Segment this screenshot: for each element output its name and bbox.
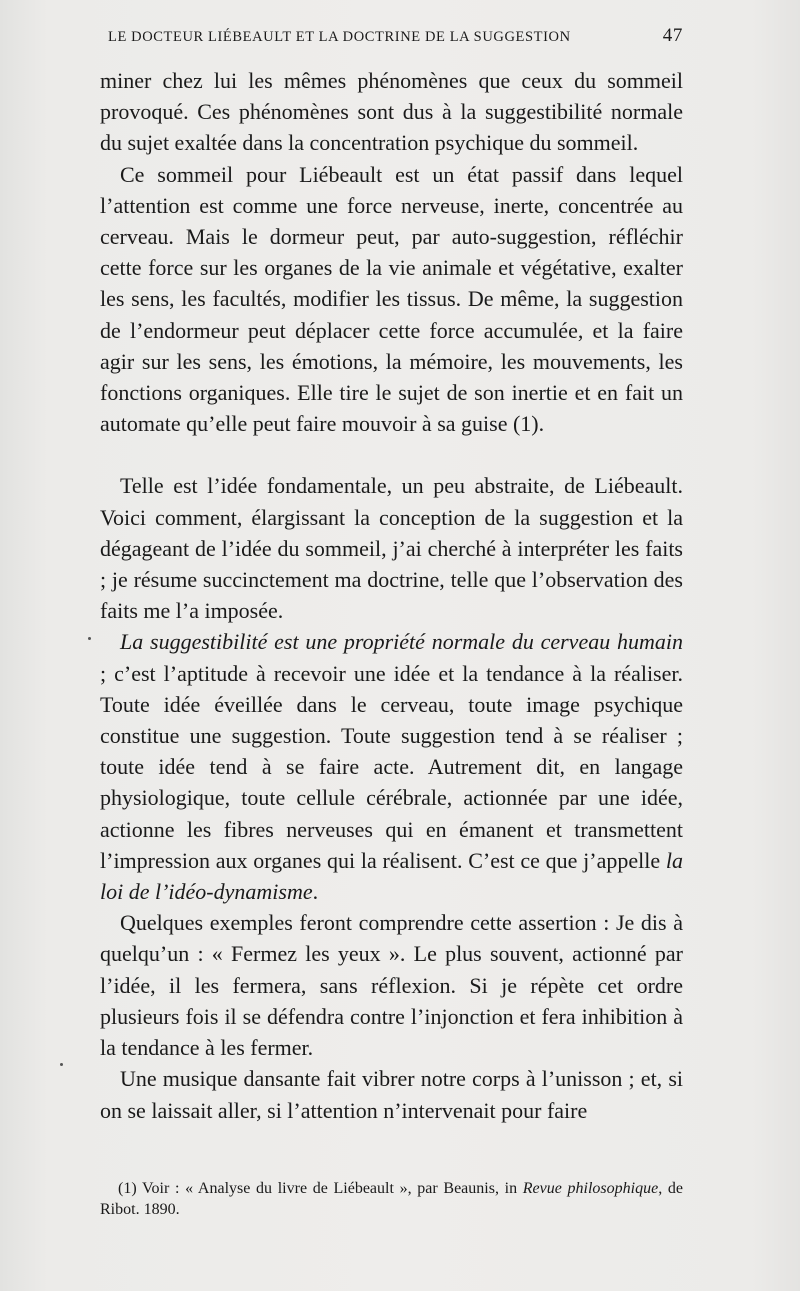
footnote <box>100 1178 683 1220</box>
footnote-text-end: , de Ribot. 1890. <box>100 1180 684 1218</box>
footnote-journal-title: Revue philosophique <box>522 1180 659 1197</box>
paragraph-fundamental-idea: Telle est l’idée fondamentale, un peu abstraite, de Liébeault. Voici comment, élargissant la conception de la suggestion et la dégageant de l’idée du sommeil, j’ai cherché à interpréter les faits ; je résume succinctement ma doctrine, telle que l’observation des faits me l’a imposée. <box>100 473 683 624</box>
page-number: 47 <box>662 25 683 46</box>
margin-speck <box>88 637 91 640</box>
paragraph-suggestibility <box>100 626 683 907</box>
ideo-dynamism-law: la loi de l’idéo-dynamisme <box>100 847 683 905</box>
body-text <box>100 65 683 1126</box>
footnote-text-start: (1) Voir : « Analyse du livre de Liébeault », par Beaunis, in <box>118 1180 523 1197</box>
running-title: LE DOCTEUR LIÉBEAULT ET LA DOCTRINE DE LA SUGGESTION <box>108 29 571 45</box>
sentence-end: . <box>312 879 319 905</box>
paragraph-liebeault-sleep: Ce sommeil pour Liébeault est un état passif dans lequel l’attention est comme une force nerveuse, inerte, concentrée au cerveau. Mais le dormeur peut, par auto-suggestion, réfléchir cette force sur les organes de la vie animale et végétative, exalter les sens, les facultés, modifier les tissus. De même, la suggestion de l’endormeur peut déplacer cette force accumulée, et la faire agir sur les sens, les émotions, la mémoire, les mouvements, les fonctions organiques. Elle tire le sujet de son inertie et en fait un automate qu’elle peut faire mouvoir à sa guise (1). <box>100 161 683 437</box>
running-header <box>108 25 683 51</box>
margin-speck <box>60 1063 63 1066</box>
paragraph-continuation: miner chez lui les mêmes phénomènes que ceux du sommeil provoqué. Ces phénomènes sont dus à la suggestibilité normale du sujet exaltée dans la concentration psychique du sommeil. <box>100 68 683 156</box>
paragraph-music: Une musique dansante fait vibrer notre corps à l’unisson ; et, si on se laissait aller, si l’attention n’intervenait pour faire <box>100 1066 683 1123</box>
suggestibility-text: ; c’est l’aptitude à recevoir une idée et la tendance à la réaliser. Toute idée éveillée dans le cerveau, toute image psychique constitue une suggestion. Toute suggestion tend à se réaliser ; toute idée tend à se faire acte. Autrement dit, en langage physiologique, toute cellule cérébrale, actionnée par une idée, actionne les fibres nerveuses qui en émanent et transmettent l’impression aux organes qui la réalisent. C’est ce que j’appelle <box>100 660 683 873</box>
paragraph-examples: Quelques exemples feront comprendre cette assertion : Je dis à quelqu’un : « Fermez les yeux ». Le plus souvent, actionné par l’idée, il les fermera, sans réflexion. Si je répète cet ordre plusieurs fois il se défendra contre l’injonction et fera inhibition à la tendance à les fermer. <box>100 910 683 1061</box>
italic-lead: La suggestibilité est une propriété normale du cerveau humain <box>120 629 683 655</box>
